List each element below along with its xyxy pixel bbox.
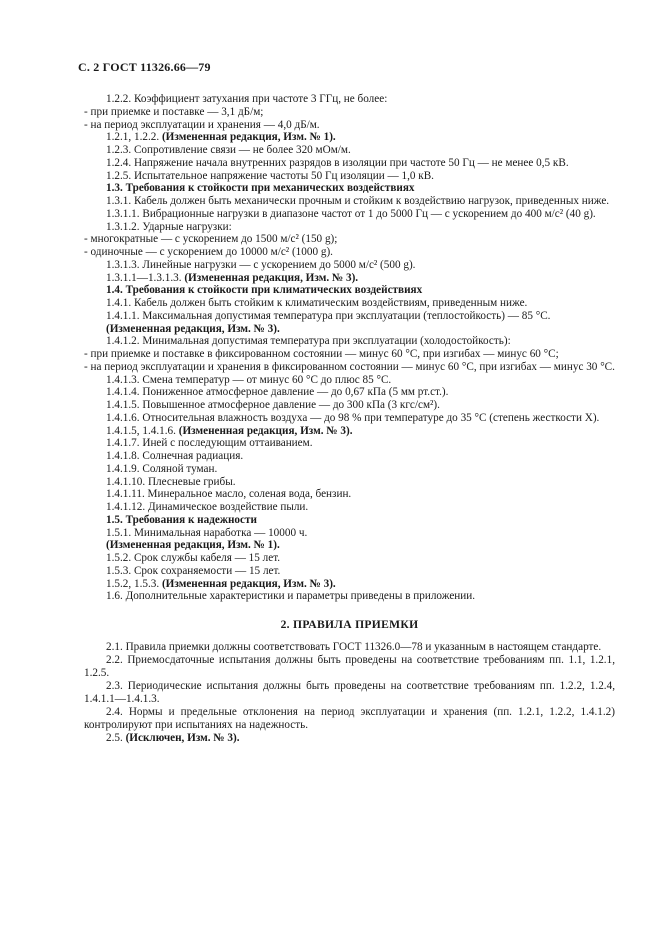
- paragraph-text: 1.5.2. Срок службы кабеля — 15 лет.: [106, 552, 281, 564]
- paragraph: [84, 501, 615, 514]
- paragraph: [84, 399, 615, 412]
- paragraph: [84, 654, 615, 680]
- paragraph: [84, 552, 615, 565]
- paragraph-text: 2.5.: [106, 732, 126, 745]
- paragraph-text: 1.6. Дополнительные характеристики и параметры приведены в приложении.: [106, 590, 476, 603]
- paragraph: [84, 641, 615, 654]
- paragraph-text: - при приемке и поставке в фиксированном состоянии — минус 60 °С, при изгибах — минус 60 °С;: [84, 348, 559, 360]
- paragraph: [84, 488, 615, 501]
- bold-text: (Измененная редакция, Изм. № 3).: [161, 577, 336, 590]
- paragraph: [84, 93, 615, 106]
- paragraph: [84, 119, 615, 132]
- paragraph-text: - при приемке и поставке — 3,1 дБ/м;: [84, 105, 264, 118]
- section-1-requirements: [84, 93, 615, 603]
- paragraph-text: - одиночные — с ускорением до 10000 м/с² (1000 g).: [84, 246, 333, 258]
- paragraph-text: 1.3.1.1—1.3.1.3.: [106, 271, 185, 284]
- paragraph-text: 1.4.1.5. Повышенное атмосферное давление — до 300 кПа (3 кгс/см²).: [106, 399, 440, 411]
- paragraph-text: 1.4.1.4. Пониженное атмосферное давление — до 0,67 кПа (5 мм рт.ст.).: [106, 386, 449, 399]
- paragraph-text: 1.4.1.11. Минеральное масло, соленая вода, бензин.: [106, 488, 352, 501]
- paragraph: [84, 386, 615, 399]
- paragraph-text: 1.3.1.1. Вибрационные нагрузки в диапазоне частот от 1 до 5000 Гц — с ускорением до 400 м/с² (40 g).: [106, 207, 596, 220]
- paragraph: [84, 335, 615, 348]
- paragraph: [84, 348, 615, 361]
- paragraph: [84, 463, 615, 476]
- paragraph-text: - на период эксплуатации и хранения в фиксированном состоянии — минус 60 °С, при изгибах — минус 30 °С.: [84, 360, 615, 373]
- bold-text: (Измененная редакция, Изм. № 3).: [106, 322, 280, 335]
- paragraph-text: 2.1. Правила приемки должны соответствовать ГОСТ 11326.0—78 и указанным в настоящем стандарте.: [106, 640, 602, 653]
- paragraph: [84, 374, 615, 387]
- paragraph: [84, 297, 615, 310]
- paragraph-text: 1.4.1.5, 1.4.1.6.: [106, 424, 179, 437]
- paragraph-text: 1.5.2, 1.5.3.: [106, 577, 162, 590]
- bold-text: 1.3. Требования к стойкости при механических воздействиях: [106, 182, 415, 195]
- paragraph: [84, 233, 615, 246]
- paragraph-text: 1.4.1.3. Смена температур — от минус 60 °С до плюс 85 °С.: [106, 373, 392, 386]
- paragraph: [84, 578, 615, 591]
- paragraph-text: 1.4.1.10. Плесневые грибы.: [106, 475, 236, 488]
- paragraph-text: 1.2.5. Испытательное напряжение частоты 50 Гц изоляции — 1,0 кВ.: [106, 169, 434, 182]
- bold-text: (Измененная редакция, Изм. № 1).: [106, 539, 280, 552]
- paragraph-text: 1.4.1.2. Минимальная допустимая температура при эксплуатации (холодостойкость):: [106, 335, 511, 348]
- paragraph-text: 1.3.1. Кабель должен быть механически прочным и стойким к воздействию нагрузок, приведенных ниже.: [106, 195, 610, 207]
- paragraph-text: 1.4.1.1. Максимальная допустимая температура при эксплуатации (теплостойкость) — 85 °С.: [106, 309, 551, 322]
- paragraph: [84, 272, 615, 285]
- paragraph: [84, 412, 615, 425]
- paragraph-text: 2.4. Нормы и предельные отклонения на период эксплуатации и хранения (пп. 1.2.1, 1.2.2, 1.4.1.2) контролируют при испытаниях на надежность.: [84, 706, 615, 732]
- paragraph: [84, 539, 615, 552]
- paragraph: [84, 208, 615, 221]
- paragraph-text: 1.4.1. Кабель должен быть стойким к климатическим воздействиям, приведенным ниже.: [106, 297, 528, 309]
- paragraph: [84, 221, 615, 234]
- bold-text: (Измененная редакция, Изм. № 1).: [161, 131, 336, 144]
- paragraph: [84, 144, 615, 157]
- page-header: С. 2 ГОСТ 11326.66—79: [78, 60, 211, 74]
- paragraph-text: 1.4.1.6. Относительная влажность воздуха — до 98 % при температуре до 35 °С (степень жесткости X).: [106, 411, 600, 424]
- section-2: [84, 619, 615, 746]
- paragraph-text: 1.4.1.12. Динамическое воздействие пыли.: [106, 501, 309, 513]
- paragraph: [84, 476, 615, 489]
- bold-text: (Измененная редакция, Изм. № 3).: [178, 424, 353, 437]
- paragraph: [84, 425, 615, 438]
- paragraph: [84, 565, 615, 578]
- section-title: 2. ПРАВИЛА ПРИЕМКИ: [280, 618, 419, 631]
- bold-text: 1.5. Требования к надежности: [106, 513, 257, 526]
- paragraph: [84, 131, 615, 144]
- paragraph: [84, 246, 615, 259]
- paragraph-text: 1.2.3. Сопротивление связи — не более 320 мОм/м.: [106, 144, 351, 156]
- paragraph: [84, 361, 615, 374]
- paragraph-text: 2.3. Периодические испытания должны быть проведены на соответствие требованиям пп. 1.2.2, 1.2.4, 1.4.1.1—1.4.1.3.: [84, 680, 615, 706]
- section-2-paragraphs: [84, 641, 615, 746]
- paragraph: [84, 450, 615, 463]
- paragraph: [84, 527, 615, 540]
- paragraph: [84, 514, 615, 527]
- paragraph: [84, 182, 615, 195]
- document-body: [84, 93, 615, 746]
- paragraph: [84, 732, 615, 745]
- paragraph: [84, 590, 615, 603]
- bold-text: 1.4. Требования к стойкости при климатических воздействиях: [106, 284, 423, 297]
- paragraph-text: 1.4.1.8. Солнечная радиация.: [106, 450, 244, 462]
- paragraph: [84, 680, 615, 706]
- bold-text: (Исключен, Изм. № 3).: [125, 732, 240, 745]
- paragraph-text: 1.2.2. Коэффициент затухания при частоте 3 ГГц, не более:: [106, 93, 388, 105]
- paragraph-text: 1.5.3. Срок сохраняемости — 15 лет.: [106, 564, 281, 577]
- bold-text: (Измененная редакция, Изм. № 3).: [184, 271, 359, 284]
- paragraph: [84, 323, 615, 336]
- paragraph-text: 1.4.1.9. Соляной туман.: [106, 462, 218, 475]
- paragraph: [84, 706, 615, 732]
- paragraph: [84, 195, 615, 208]
- paragraph-text: - на период эксплуатации и хранения — 4,0 дБ/м.: [84, 118, 320, 131]
- paragraph: [84, 437, 615, 450]
- paragraph-text: 1.4.1.7. Иней с последующим оттаиванием.: [106, 437, 313, 450]
- paragraph: [84, 106, 615, 119]
- paragraph-text: 2.2. Приемосдаточные испытания должны быть проведены на соответствие требованиям пп. 1.1, 1.2.1, 1.2.5.: [84, 653, 615, 679]
- paragraph-text: 1.3.1.2. Ударные нагрузки:: [106, 220, 232, 233]
- paragraph: [84, 259, 615, 272]
- paragraph: [84, 310, 615, 323]
- paragraph: [84, 284, 615, 297]
- paragraph-text: 1.5.1. Минимальная наработка — 10000 ч.: [106, 526, 308, 539]
- paragraph-text: 1.2.4. Напряжение начала внутренних разрядов в изоляции при частоте 50 Гц — не менее 0,5 кВ.: [106, 156, 569, 169]
- paragraph-text: 1.3.1.3. Линейные нагрузки — с ускорением до 5000 м/с² (500 g).: [106, 258, 416, 271]
- paragraph: [84, 170, 615, 183]
- paragraph: [84, 157, 615, 170]
- paragraph-text: 1.2.1, 1.2.2.: [106, 131, 162, 144]
- paragraph-text: - многократные — с ускорением до 1500 м/с² (150 g);: [84, 233, 338, 246]
